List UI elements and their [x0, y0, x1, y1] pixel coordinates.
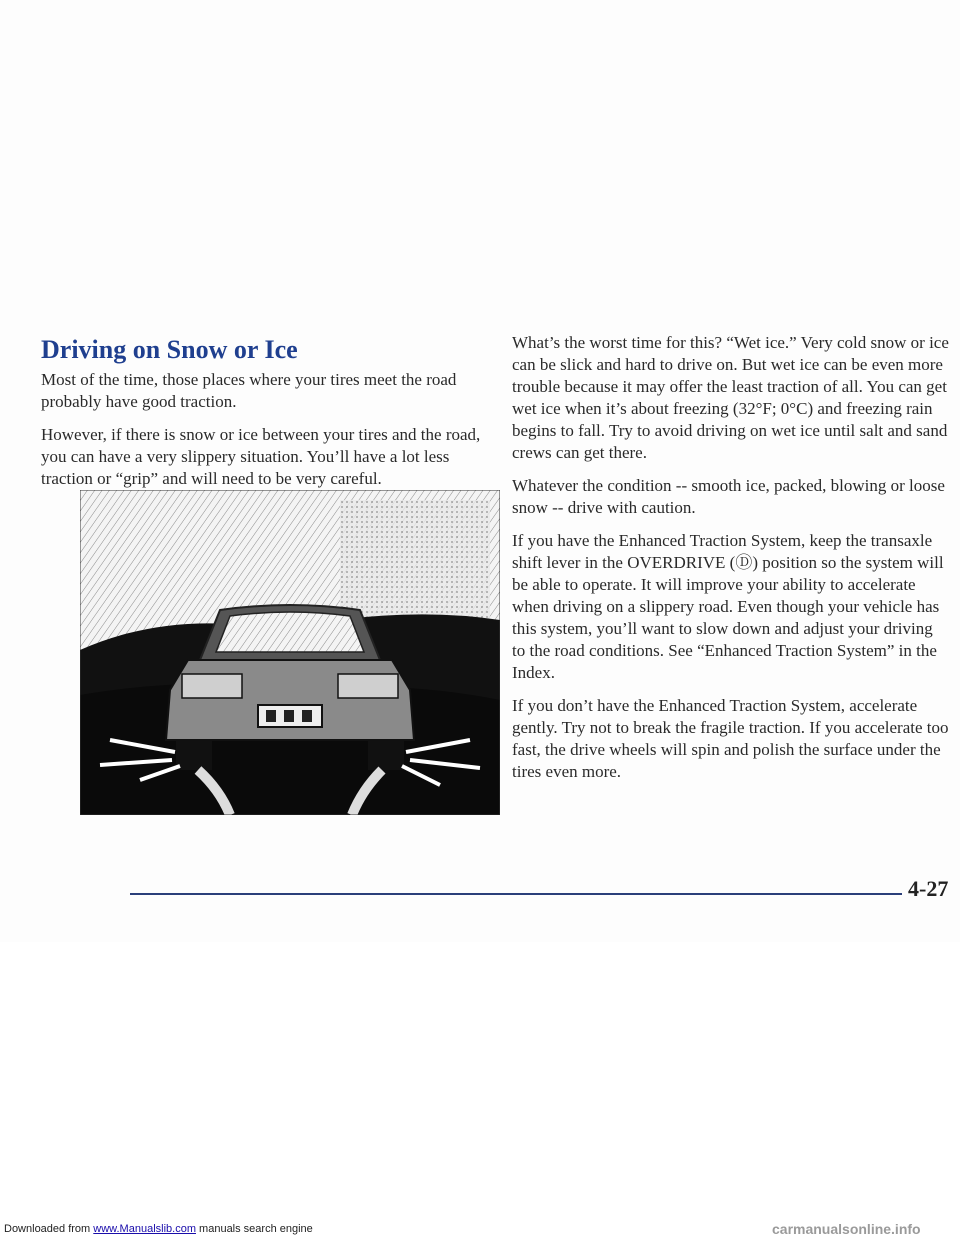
car-on-snow-illustration [80, 490, 500, 815]
paragraph: What’s the worst time for this? “Wet ice.” Very cold snow or ice can be slick and hard to drive on. But wet ice can be even more trouble because it may offer the least traction of all. You can get wet ice when it’s about freezing (32°F; 0°C) and freezing rain begins to fall. Try to avoid driving on wet ice until salt and sand crews can get there. [512, 333, 949, 462]
paragraph: Whatever the condition -- smooth ice, packed, blowing or loose snow -- drive with caution. [512, 476, 945, 517]
page-margin [0, 942, 960, 1242]
section-heading: Driving on Snow or Ice [41, 335, 298, 364]
paragraph: However, if there is snow or ice between your tires and the road, you can have a very slippery situation. You’ll have a lot less traction or “grip” and will need to be very careful. [41, 425, 481, 488]
footer-prefix: Downloaded from [4, 1223, 91, 1235]
manualslib-link[interactable]: www.Manualslib.com [93, 1223, 196, 1235]
paragraph: Most of the time, those places where your tires meet the road probably have good traction. [41, 370, 457, 411]
footer-rule [130, 893, 902, 895]
paragraph: If you have the Enhanced Traction System, keep the transaxle shift lever in the OVERDRIVE (Ⓓ) position so the system will be able to operate. It will improve your ability to accelerate when driving on a slippery road. Even though your vehicle has this system, you’ll want to slow down and adjust your driving to the road conditions. See “Enhanced Traction System” in the Index. [512, 531, 944, 682]
watermark: carmanualsonline.info [772, 1221, 921, 1237]
footer-suffix: manuals search engine [199, 1223, 313, 1235]
left-column [41, 369, 503, 501]
download-footer [4, 1223, 313, 1235]
page-number: 4-27 [908, 876, 949, 901]
paragraph: If you don’t have the Enhanced Traction System, accelerate gently. Try not to break the fragile traction. If you accelerate too fast, the drive wheels will spin and polish the surface under the tires even more. [512, 696, 949, 781]
right-column [512, 332, 950, 794]
